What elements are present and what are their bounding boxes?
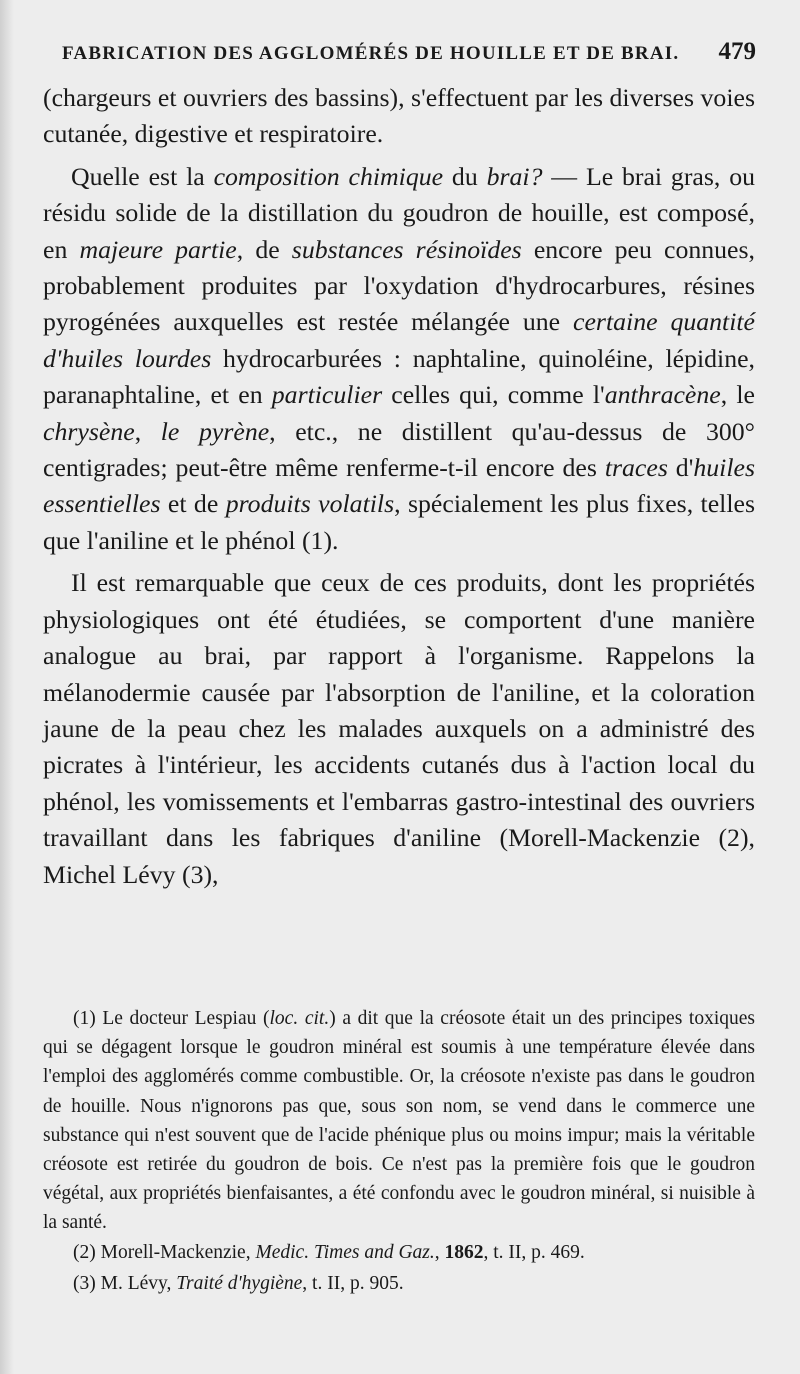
text-run: (3) M. Lévy, [73, 1272, 177, 1294]
footnote-3 [43, 1269, 755, 1298]
italic-term: substances résinoïdes [291, 234, 522, 264]
text-run: , t. II, p. 469. [483, 1241, 585, 1263]
text-run: hydrocarburées : naphtaline, quinoléine, lépidine, paranaphtaline, et en [43, 343, 755, 410]
text-run: Quelle est la [71, 161, 214, 191]
text-run: celles qui, comme l' [382, 380, 605, 410]
text-run: , de [236, 234, 292, 264]
page-number: 479 [718, 38, 756, 65]
italic-term: huiles essentielles [43, 453, 755, 519]
text-run: encore peu connues, probablement produites par l'oxydation d'hydrocarbures, résines pyrogénées auxquelles est restée mélangée une [43, 234, 755, 337]
footnote-1 [43, 1004, 755, 1238]
italic-term: le pyrène [160, 416, 270, 446]
paragraph-1: (chargeurs et ouvriers des bassins), s'effectuent par les diverses voies cutanée, digestive et respiratoire. [43, 83, 755, 149]
text-run: , le [720, 380, 755, 410]
text-run: du [443, 161, 487, 191]
text-run: et de [160, 489, 226, 519]
text-run: , t. II, p. 905. [302, 1272, 404, 1294]
footnotes [43, 1004, 755, 1298]
italic-term: anthracène [604, 380, 721, 410]
italic-term: majeure partie [79, 234, 237, 264]
main-text [43, 80, 755, 893]
footnote-2 [43, 1238, 755, 1267]
italic-term: traces [604, 453, 668, 483]
running-header [62, 38, 756, 66]
italic-term: Traité d'hygiène [176, 1272, 303, 1294]
citation-year: 1862 [444, 1241, 484, 1263]
text-run: , [134, 416, 161, 446]
italic-term: chrysène [43, 416, 135, 446]
italic-term: brai? [486, 161, 543, 191]
text-run: (1) Le docteur Lespiau ( [73, 1008, 270, 1029]
italic-term: particulier [271, 380, 383, 410]
italic-term: produits volatils [225, 489, 395, 519]
text-run: , etc., ne distillent qu'au-dessus de 300° centigrades; peut-être même renferme-t-il encore des [43, 416, 755, 483]
text-run: (2) Morell-Mackenzie, [73, 1241, 256, 1263]
running-title: FABRICATION DES AGGLOMÉRÉS DE HOUILLE ET DE BRAI. [62, 43, 680, 64]
text-run: ) a dit que la créosote était un des principes toxiques qui se dégagent lorsque le goudron minéral est soumis à une température élevée dans l'emploi des agglomérés comme combustible. Or, la créosote n'existe pas dans le goudron de houille. Nous n'ignorons pas que, sous son nom, se vend dans le commerce une substance qui n'est souvent que de l'acide phénique plus ou moins impur; mais la véritable créosote est retirée du goudron de bois. Ce n'est pas la première fois que le goudron végétal, aux propriétés bienfaisantes, a été confondu avec le goudron minéral, si nuisible à la santé. [43, 1008, 755, 1234]
italic-term: certaine quantité d'huiles lourdes [43, 307, 755, 373]
italic-term: composition chimique [213, 161, 444, 191]
paragraph-2 [43, 159, 755, 559]
text-run: d' [667, 453, 694, 483]
italic-term: loc. cit. [269, 1008, 330, 1029]
text-run: , spécialement les plus fixes, telles que l'aniline et le phénol (1). [43, 489, 755, 555]
paragraph-3: Il est remarquable que ceux de ces produits, dont les propriétés physiologiques ont été étudiées, se comportent d'une manière analogue au brai, par rapport à l'organisme. Rappelons la mélanodermie causée par l'absorption de l'aniline, et la coloration jaune de la peau chez les malades auxquels on a administré des picrates à l'intérieur, les accidents cutanés dus à l'action local du phénol, les vomissements et l'embarras gastro-intestinal des ouvriers travaillant dans les fabriques d'aniline (Morell-Mackenzie (2), Michel Lévy (3), [43, 568, 755, 889]
italic-term: Medic. Times and Gaz. [255, 1241, 435, 1263]
text-run: — Le brai gras, ou résidu solide de la distillation du goudron de houille, est composé, en [43, 161, 755, 264]
page-gutter-shadow [0, 0, 14, 1374]
text-run: , [434, 1241, 445, 1263]
